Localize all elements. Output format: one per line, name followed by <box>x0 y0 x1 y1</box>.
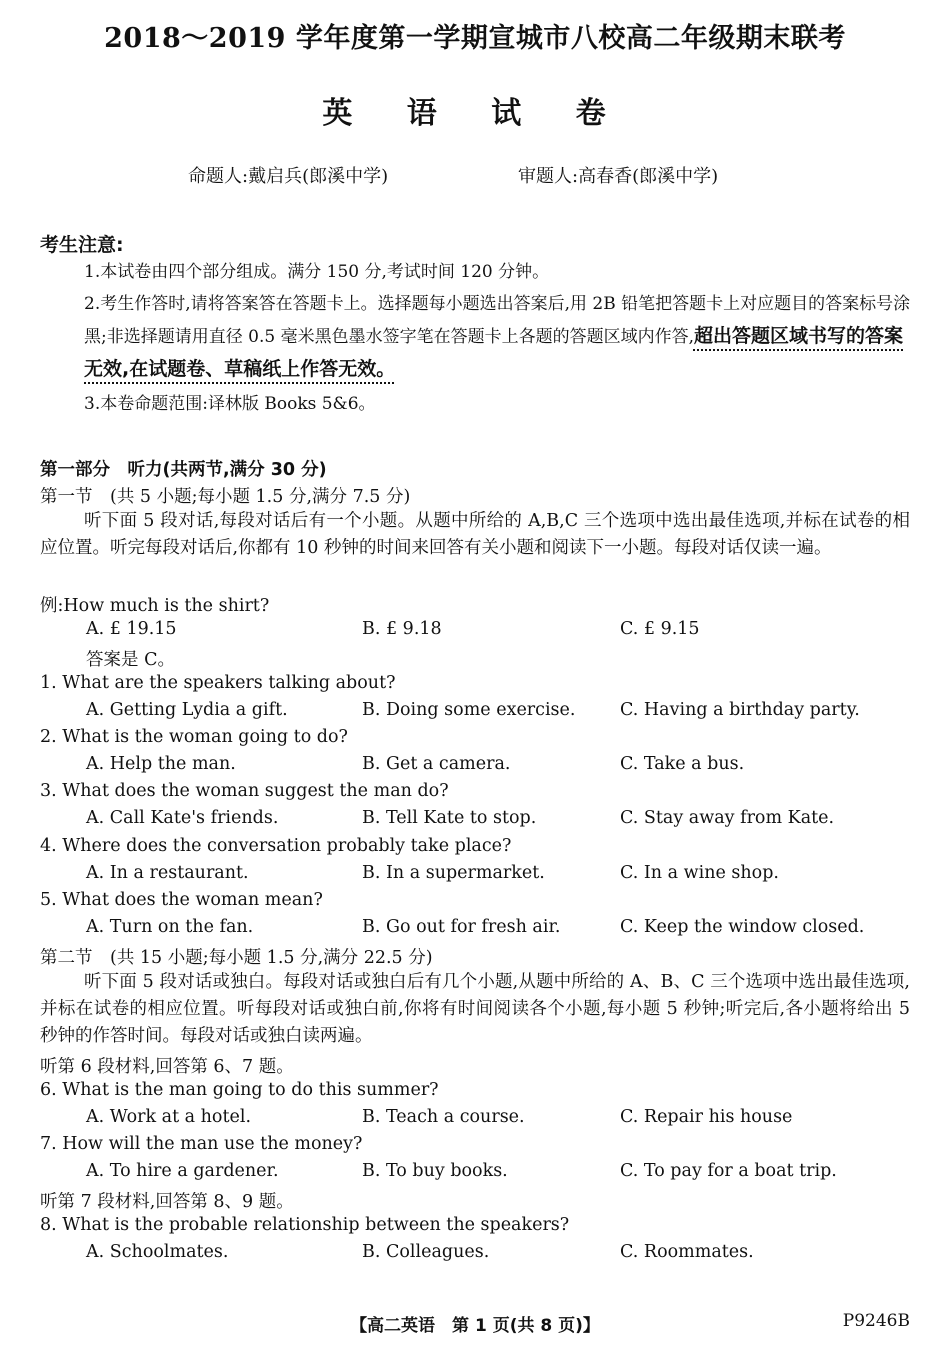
q6-option-b: B. Teach a course. <box>362 1107 525 1127</box>
q2-option-c: C. Take a bus. <box>620 754 745 774</box>
section2-instructions: 听下面 5 段对话或独白。每段对话或独白后有几个小题,从题中所给的 A、B、C 三个选项中选出最佳选项,并标在试卷的相应位置。听每段对话或独白前,你将有时间阅读各个小题,每小题 5 秒钟;听完后,各小题将给出 5 秒钟的作答时间。每段对话或独白读两遍。 <box>40 972 910 1046</box>
q3-option-a: A. Call Kate's friends. <box>86 808 279 828</box>
q7-option-c: C. To pay for a boat trip. <box>620 1161 837 1181</box>
q8-option-c: C. Roommates. <box>620 1242 754 1262</box>
q7-option-a: A. To hire a gardener. <box>86 1161 279 1181</box>
q6-option-a: A. Work at a hotel. <box>86 1107 252 1127</box>
q8-option-a: A. Schoolmates. <box>86 1242 229 1262</box>
q8-option-b: B. Colleagues. <box>362 1242 490 1262</box>
question-8: 8. What is the probable relationship between the speakers? <box>40 1215 570 1235</box>
section1-heading: 第一节 (共 5 小题;每小题 1.5 分,满分 7.5 分) <box>40 487 411 507</box>
notice-item-3: 3.本卷命题范围:译林版 Books 5&6。 <box>84 394 376 414</box>
reviewer: 审题人:高春香(郎溪中学) <box>518 166 719 187</box>
q1-option-c: C. Having a birthday party. <box>620 700 860 720</box>
example-option-a: A. £ 19.15 <box>86 619 177 639</box>
material-7-note: 听第 7 段材料,回答第 8、9 题。 <box>40 1192 294 1212</box>
question-3: 3. What does the woman suggest the man do? <box>40 781 449 801</box>
q5-option-a: A. Turn on the fan. <box>86 917 254 937</box>
q2-option-a: A. Help the man. <box>86 754 236 774</box>
notice-item-1: 1.本试卷由四个部分组成。满分 150 分,考试时间 120 分钟。 <box>84 262 550 282</box>
q5-option-c: C. Keep the window closed. <box>620 917 865 937</box>
q1-option-a: A. Getting Lydia a gift. <box>86 700 288 720</box>
q2-option-b: B. Get a camera. <box>362 754 511 774</box>
example-question: 例:How much is the shirt? <box>40 596 270 616</box>
question-7: 7. How will the man use the money? <box>40 1134 363 1154</box>
q4-option-c: C. In a wine shop. <box>620 863 779 883</box>
q5-option-b: B. Go out for fresh air. <box>362 917 561 937</box>
q7-option-b: B. To buy books. <box>362 1161 508 1181</box>
notice-heading: 考生注意: <box>40 234 124 256</box>
exam-title: 2018～2019 学年度第一学期宣城市八校高二年级期末联考 <box>104 23 846 54</box>
part1-heading: 第一部分 听力(共两节,满分 30 分) <box>40 460 327 480</box>
q4-option-a: A. In a restaurant. <box>86 863 249 883</box>
question-4: 4. Where does the conversation probably take place? <box>40 836 512 856</box>
q6-option-c: C. Repair his house <box>620 1107 793 1127</box>
question-2: 2. What is the woman going to do? <box>40 727 348 747</box>
section2-heading: 第二节 (共 15 小题;每小题 1.5 分,满分 22.5 分) <box>40 948 433 968</box>
exam-subject: 英 语 试 卷 <box>322 96 628 131</box>
question-6: 6. What is the man going to do this summer? <box>40 1080 439 1100</box>
example-option-b: B. £ 9.18 <box>362 619 442 639</box>
notice-item-2-text: 2.考生作答时,请将答案答在答题卡上。选择题每小题选出答案后,用 2B 铅笔把答题卡上对应题目的答案标号涂黑;非选择题请用直径 0.5 毫米黑色墨水签字笔在答题卡上各题的答题区域内作答, <box>84 294 911 347</box>
question-5: 5. What does the woman mean? <box>40 890 323 910</box>
notice-item-2 <box>84 288 914 386</box>
example-option-c: C. £ 9.15 <box>620 619 700 639</box>
footer-page-info: 【高二英语 第 1 页(共 8 页)】 <box>350 1316 600 1336</box>
q3-option-c: C. Stay away from Kate. <box>620 808 835 828</box>
author: 命题人:戴启兵(郎溪中学) <box>188 166 389 187</box>
material-6-note: 听第 6 段材料,回答第 6、7 题。 <box>40 1057 294 1077</box>
q4-option-b: B. In a supermarket. <box>362 863 545 883</box>
q3-option-b: B. Tell Kate to stop. <box>362 808 537 828</box>
question-1: 1. What are the speakers talking about? <box>40 673 396 693</box>
footer-code: P9246B <box>842 1311 910 1331</box>
example-answer: 答案是 C。 <box>86 650 175 670</box>
notice-item-2-emphasis: 超出答题区域书写的答案无效,在试题卷、草稿纸上作答无效。 <box>84 325 903 380</box>
q1-option-b: B. Doing some exercise. <box>362 700 576 720</box>
section1-instructions: 听下面 5 段对话,每段对话后有一个小题。从题中所给的 A,B,C 三个选项中选出最佳选项,并标在试卷的相应位置。听完每段对话后,你都有 10 秒钟的时间来回答有关小题和阅读下一小题。每段对话仅读一遍。 <box>40 511 910 558</box>
